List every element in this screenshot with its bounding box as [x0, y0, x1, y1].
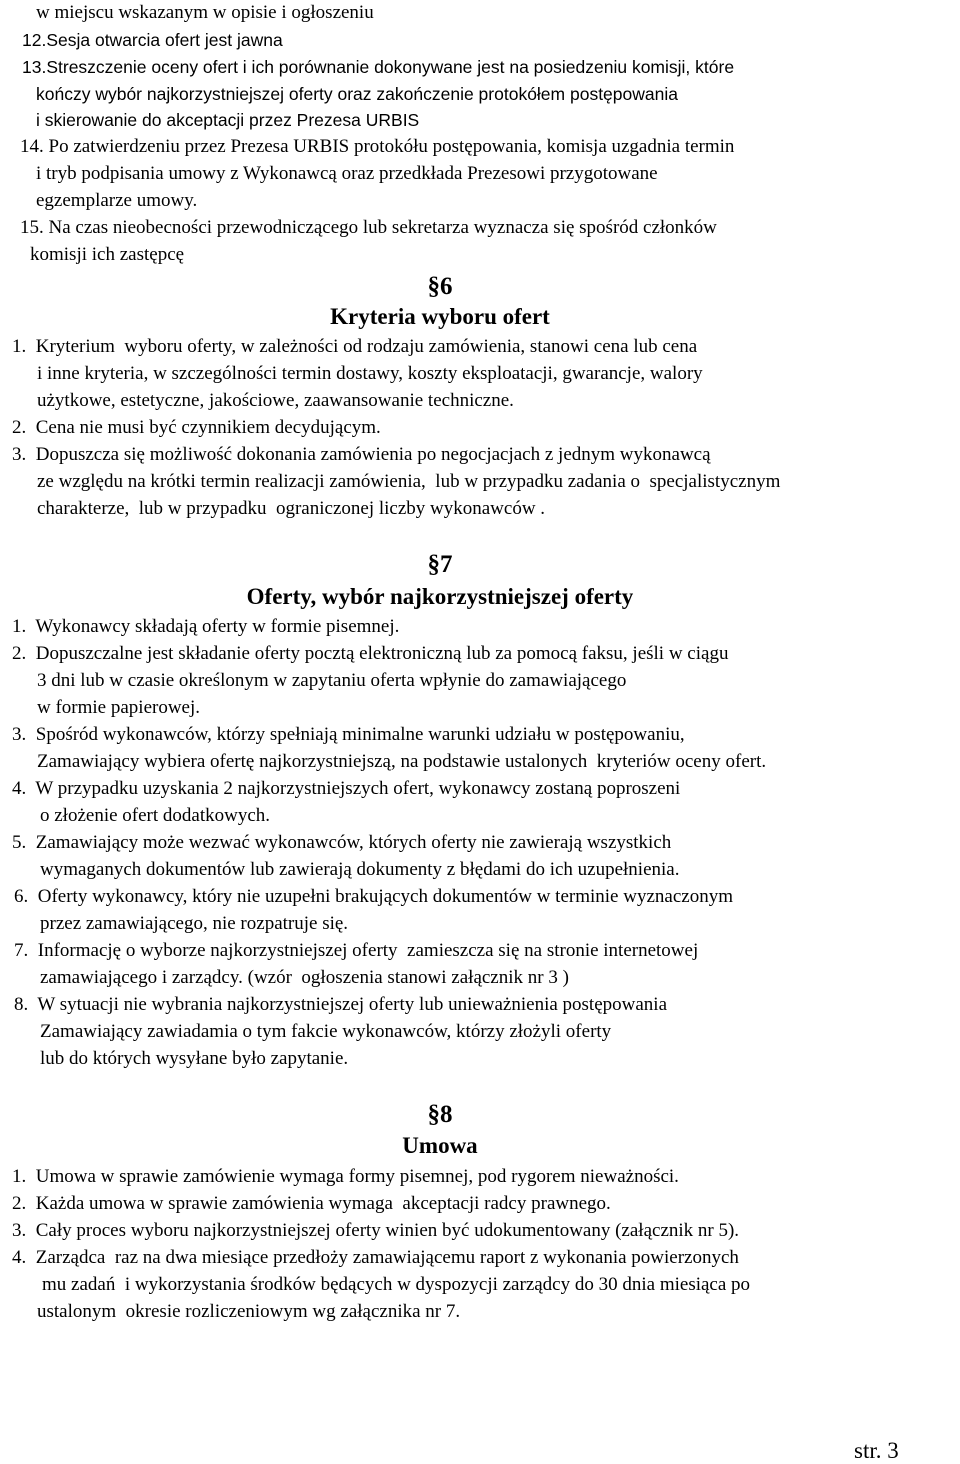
- list-item-cont: przez zamawiającego, nie rozpatruje się.: [40, 913, 349, 934]
- list-item-cont: o złożenie ofert dodatkowych.: [40, 805, 271, 826]
- list-item: 3. Spośród wykonawców, którzy spełniają minimalne warunki udziału w postępowaniu,: [12, 724, 685, 745]
- list-item: 1. Umowa w sprawie zamówienie wymaga formy pisemnej, pod rygorem nieważności.: [12, 1166, 679, 1187]
- section-sign: §: [427, 551, 440, 578]
- list-item-14-cont: egzemplarze umowy.: [36, 190, 198, 211]
- list-item-15-cont: komisji ich zastępcę: [30, 244, 185, 265]
- list-item-13-cont: kończy wybór najkorzystniejszej oferty oraz zakończenie protokółem postępowania: [36, 84, 678, 104]
- list-item-cont: wymaganych dokumentów lub zawierają dokumenty z błędami do ich uzupełnienia.: [40, 859, 680, 880]
- list-item: 5. Zamawiający może wezwać wykonawców, których oferty nie zawierają wszystkich: [12, 832, 672, 853]
- list-item-cont: Zamawiający wybiera ofertę najkorzystniejszą, na podstawie ustalonych kryteriów oceny ofert.: [37, 751, 767, 772]
- section-6-title: Kryteria wyboru ofert: [330, 304, 550, 329]
- list-item: 1. Kryterium wyboru oferty, w zależności od rodzaju zamówienia, stanowi cena lub cena: [12, 336, 698, 357]
- list-item: 1. Wykonawcy składają oferty w formie pisemnej.: [12, 616, 400, 637]
- list-item-12: 12.Sesja otwarcia ofert jest jawna: [22, 30, 283, 50]
- list-item: 4. W przypadku uzyskania 2 najkorzystniejszych ofert, wykonawcy zostaną poproszeni: [12, 778, 681, 799]
- list-item-cont: użytkowe, estetyczne, jakościowe, zaawansowanie techniczne.: [37, 390, 514, 411]
- list-item: 7. Informację o wyborze najkorzystniejszej oferty zamieszcza się na stronie internetowej: [14, 940, 699, 961]
- list-item-cont: ze względu na krótki termin realizacji zamówienia, lub w przypadku zadania o specjalistycznym: [37, 471, 781, 492]
- list-item-cont: w formie papierowej.: [37, 697, 201, 718]
- list-item-13-cont: i skierowanie do akceptacji przez Prezesa URBIS: [36, 110, 420, 130]
- list-item-cont: zamawiającego i zarządcy. (wzór ogłoszenia stanowi załącznik nr 3 ): [40, 967, 569, 988]
- section-number: 6: [440, 273, 453, 300]
- list-item-13: 13.Streszczenie oceny ofert i ich porównanie dokonywane jest na posiedzeniu komisji, które: [22, 57, 735, 77]
- paragraph-line: w miejscu wskazanym w opisie i ogłoszeniu: [36, 2, 374, 23]
- section-7-title: Oferty, wybór najkorzystniejszej oferty: [246, 584, 634, 609]
- page-number: str. 3: [854, 1438, 899, 1463]
- section-6-number: [0, 274, 880, 300]
- list-item-14-cont: i tryb podpisania umowy z Wykonawcą oraz przedkłada Prezesowi przygotowane: [36, 163, 658, 184]
- list-item: 3. Dopuszcza się możliwość dokonania zamówienia po negocjacjach z jednym wykonawcą: [12, 444, 711, 465]
- section-number: 8: [440, 1101, 453, 1128]
- list-item: 4. Zarządca raz na dwa miesiące przedłoży zamawiającemu raport z wykonania powierzonych: [12, 1247, 739, 1268]
- section-7-number: [0, 552, 880, 578]
- list-item-cont: 3 dni lub w czasie określonym w zapytaniu oferta wpłynie do zamawiającego: [37, 670, 627, 691]
- section-8-number: [0, 1102, 880, 1128]
- list-item: 2. Dopuszczalne jest składanie oferty pocztą elektroniczną lub za pomocą faksu, jeśli w ciągu: [12, 643, 729, 664]
- list-item-cont: mu zadań i wykorzystania środków będących w dyspozycji zarządcy do 30 dnia miesiąca po: [42, 1274, 751, 1295]
- list-item-cont: i inne kryteria, w szczególności termin dostawy, koszty eksploatacji, gwarancje, walory: [37, 363, 703, 384]
- list-item: 2. Cena nie musi być czynnikiem decydującym.: [12, 417, 381, 438]
- section-8-title: Umowa: [402, 1133, 478, 1158]
- list-item: 2. Każda umowa w sprawie zamówienia wymaga akceptacji radcy prawnego.: [12, 1193, 611, 1214]
- list-item-cont: lub do których wysyłane było zapytanie.: [40, 1048, 349, 1069]
- section-number: 7: [440, 551, 453, 578]
- list-item-cont: Zamawiający zawiadamia o tym fakcie wykonawców, którzy złożyli oferty: [40, 1021, 612, 1042]
- list-item: 3. Cały proces wyboru najkorzystniejszej oferty winien być udokumentowany (załącznik nr 5).: [12, 1220, 740, 1241]
- list-item-15: 15. Na czas nieobecności przewodniczącego lub sekretarza wyznacza się spośród członków: [20, 217, 717, 238]
- list-item-14: 14. Po zatwierdzeniu przez Prezesa URBIS protokółu postępowania, komisja uzgadnia termin: [20, 136, 735, 157]
- section-sign: §: [427, 273, 440, 300]
- list-item: 6. Oferty wykonawcy, który nie uzupełni brakujących dokumentów w terminie wyznaczonym: [14, 886, 733, 907]
- section-sign: §: [427, 1101, 440, 1128]
- list-item-cont: ustalonym okresie rozliczeniowym wg załącznika nr 7.: [37, 1301, 461, 1322]
- list-item: 8. W sytuacji nie wybrania najkorzystniejszej oferty lub unieważnienia postępowania: [14, 994, 668, 1015]
- list-item-cont: charakterze, lub w przypadku ograniczonej liczby wykonawców .: [37, 498, 546, 519]
